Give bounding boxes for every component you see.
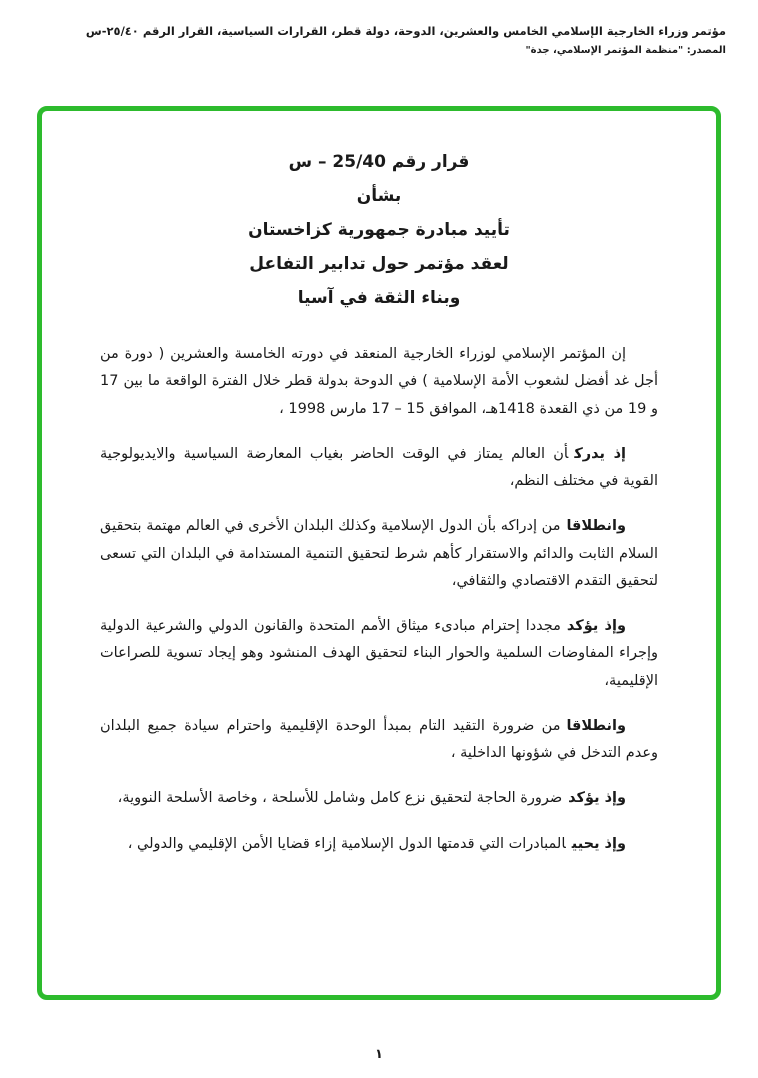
paragraph-text: المبادرات التي قدمتها الدول الإسلامية إزاء قضايا الأمن الإقليمي والدولي ، bbox=[127, 835, 566, 852]
paragraph-text: من ضرورة التقيد التام بمبدأ الوحدة الإقليمية واحترام سيادة جميع البلدان وعدم التدخل في شؤونها الداخلية ، bbox=[100, 717, 658, 761]
document-header bbox=[32, 24, 726, 56]
paragraph-lead: وانطلاقا bbox=[566, 717, 626, 734]
paragraph-text: من إدراكه بأن الدول الإسلامية وكذلك البلدان الأخرى في العالم مهتمة بتحقيق السلام الثابت والدائم والاستقرار كأهم شرط لتحقيق التنمية المستدامة في البلدان التي تسعى لتحقيق التقدم الاقتصادي والثقافي، bbox=[100, 518, 658, 589]
paragraph-lead: وانطلاقا bbox=[566, 518, 626, 535]
page-number: ١ bbox=[375, 1047, 383, 1062]
resolution-frame bbox=[37, 106, 721, 1000]
paragraph-clause-4 bbox=[100, 713, 658, 768]
title-subject-line1: تأييد مبادرة جمهورية كزاخستان bbox=[248, 220, 510, 240]
paragraph-text: ضرورة الحاجة لتحقيق نزع كامل وشامل للأسلحة ، وخاصة الأسلحة النووية، bbox=[117, 790, 563, 807]
title-regarding: بشأن bbox=[356, 186, 402, 206]
header-citation: مؤتمر وزراء الخارجية الإسلامي الخامس والعشرين، الدوحة، دولة قطر، القرارات السياسية، القرار الرقم ٢٥/٤٠-س bbox=[85, 24, 726, 38]
paragraph-text: مجددا إحترام مبادىء ميثاق الأمم المتحدة والقانون الدولي والشرعية الدولية وإجراء المفاوضات السلمية والحوار البناء لتحقيق الهدف المنشود وهو إيجاد تسوية للصراعات الإقليمية، bbox=[100, 618, 658, 689]
resolution-number-title: قرار رقم 25/40 – س bbox=[288, 152, 470, 172]
paragraph-preamble bbox=[100, 341, 658, 423]
paragraph-lead: إذ يدرك bbox=[574, 445, 626, 462]
paragraph-clause-6 bbox=[100, 831, 658, 858]
paragraph-clause-3 bbox=[100, 613, 658, 695]
resolution-body bbox=[100, 341, 658, 858]
page-footer bbox=[0, 1047, 758, 1062]
title-subject-line3: وبناء الثقة في آسيا bbox=[297, 288, 461, 308]
paragraph-lead: وإذ يؤكد bbox=[566, 618, 626, 634]
header-source: المصدر: "منظمة المؤتمر الإسلامي، جدة" bbox=[525, 45, 726, 56]
paragraph-lead: وإذ يحيي bbox=[571, 835, 626, 852]
paragraph-lead: وإذ يؤكد bbox=[568, 790, 626, 807]
title-subject-line2: لعقد مؤتمر حول تدابير التفاعل bbox=[249, 254, 509, 274]
paragraph-clause-2 bbox=[100, 513, 658, 595]
paragraph-text: إن المؤتمر الإسلامي لوزراء الخارجية المنعقد في دورته الخامسة والعشرين ( دورة من أجل غد أفضل لشعوب الأمة الإسلامية ) في الدوحة بدولة قطر خلال الفترة الواقعة ما بين 17 و 19 من ذي القعدة 1418هـ، الموافق 15 – 17 مارس 1998 ، bbox=[100, 346, 658, 417]
paragraph-text: أن العالم يمتاز في الوقت الحاضر بغياب المعارضة السياسية والايديولوجية القوية في مختلف النظم، bbox=[100, 445, 658, 489]
paragraph-clause-5 bbox=[100, 785, 658, 812]
title-block bbox=[100, 145, 658, 315]
paragraph-clause-1 bbox=[100, 441, 658, 496]
